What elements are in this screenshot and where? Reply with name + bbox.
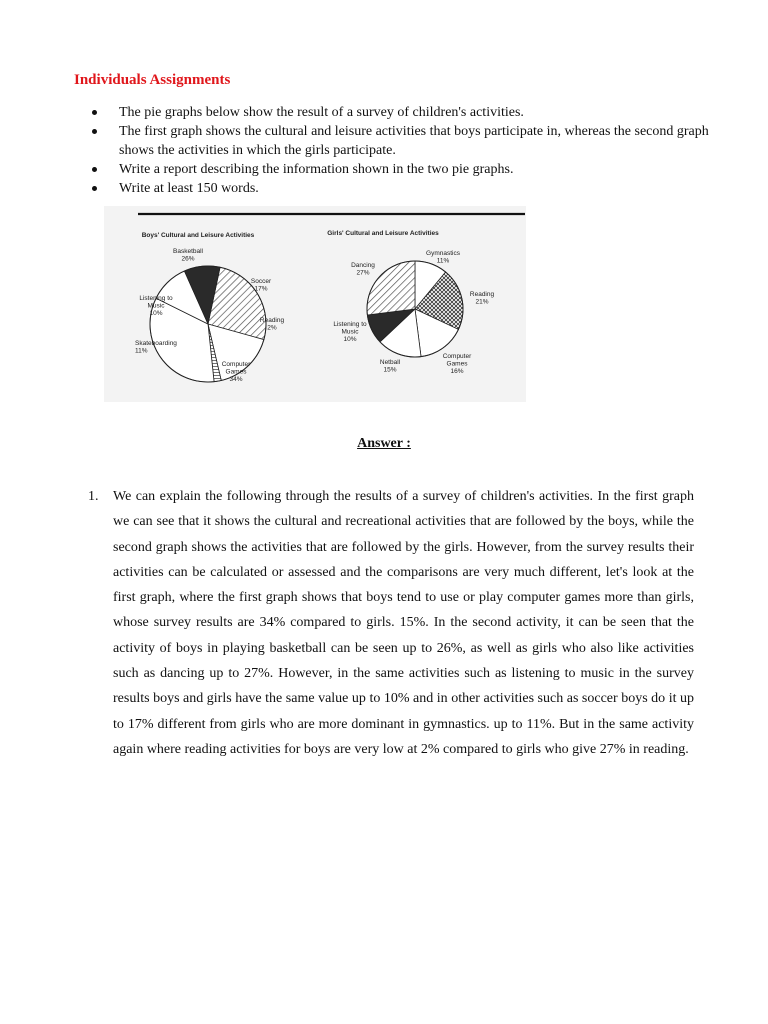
bullet-icon	[92, 129, 97, 134]
bullet-icon	[92, 110, 97, 115]
pie-charts-svg	[104, 206, 526, 402]
answer-text: We can explain the following through the results of a survey of children's activities. In the first graph we can see that it shows the cultural and recreational activities that are followed by the boys, while the second graph shows the activities that are followed by the girls. However, from the survey results their activities can be calculated or assessed and the comparisons are very much different, let's look at the first graph, where the first graph shows that boys tend to use or play computer games more than girls, whose survey results are 34% compared to girls. 15%. In the second activity, it can be seen that the activity of boys in playing basketball can be seen up to 26%, as well as girls who also like activities such as dancing up to 27%. However, in the same activities such as listening to music in the survey results boys and girls have the same value up to 10% and in other activities such as soccer boys do it up to 17% different from girls who are more dominant in gymnastics. up to 11%. But in the same activity again where reading activities for boys are very low at 2% compared to girls who give 27% in reading.	[113, 489, 694, 757]
girls-pie	[333, 250, 494, 375]
answer-number: 1.	[88, 489, 99, 504]
pie-charts-figure	[104, 206, 526, 402]
bullet-icon	[92, 167, 97, 172]
slice-label: Gymnastics 11%	[426, 250, 460, 265]
slice-label: Listening to Music 10%	[333, 321, 367, 343]
answer-item	[88, 484, 694, 762]
slice-label: Basketball 26%	[173, 248, 203, 263]
slice-label: Listening to Music 10%	[139, 295, 173, 317]
slice-label: Reading 21%	[469, 291, 495, 306]
bullet-icon	[92, 186, 97, 191]
instruction-text: Write at least 150 words.	[119, 181, 259, 196]
slice-label: Netball 15%	[379, 359, 401, 374]
instruction-text: The pie graphs below show the result of a survey of children's activities.	[119, 105, 524, 120]
instruction-item	[92, 103, 712, 122]
instruction-item	[92, 179, 712, 198]
instruction-text: Write a report describing the information shown in the two pie graphs.	[119, 162, 514, 177]
slice-label: Skateboarding 11%	[135, 340, 177, 355]
boys-chart-title: Boys' Cultural and Leisure Activities	[141, 232, 255, 239]
slice-label: Computer Games 16%	[442, 353, 472, 375]
slice-label: Computer Games 34%	[221, 361, 251, 383]
boys-pie	[135, 248, 284, 383]
answer-title: Answer :	[357, 436, 411, 451]
instruction-list	[92, 103, 712, 198]
slice-label: Reading 2%	[259, 317, 285, 332]
instruction-text: The first graph shows the cultural and leisure activities that boys participate in, whereas the second graph shows the activities in which the girls participate.	[119, 124, 709, 158]
slice-label: Dancing 27%	[351, 262, 375, 277]
girls-chart-title: Girls' Cultural and Leisure Activities	[327, 230, 439, 237]
slice-label: Soccer 17%	[250, 278, 272, 293]
instruction-item	[92, 160, 712, 179]
assignment-heading: Individuals Assignments	[74, 72, 231, 88]
answer-list	[88, 484, 694, 762]
girls-slice-dancing	[367, 261, 415, 315]
instruction-item	[92, 122, 712, 160]
